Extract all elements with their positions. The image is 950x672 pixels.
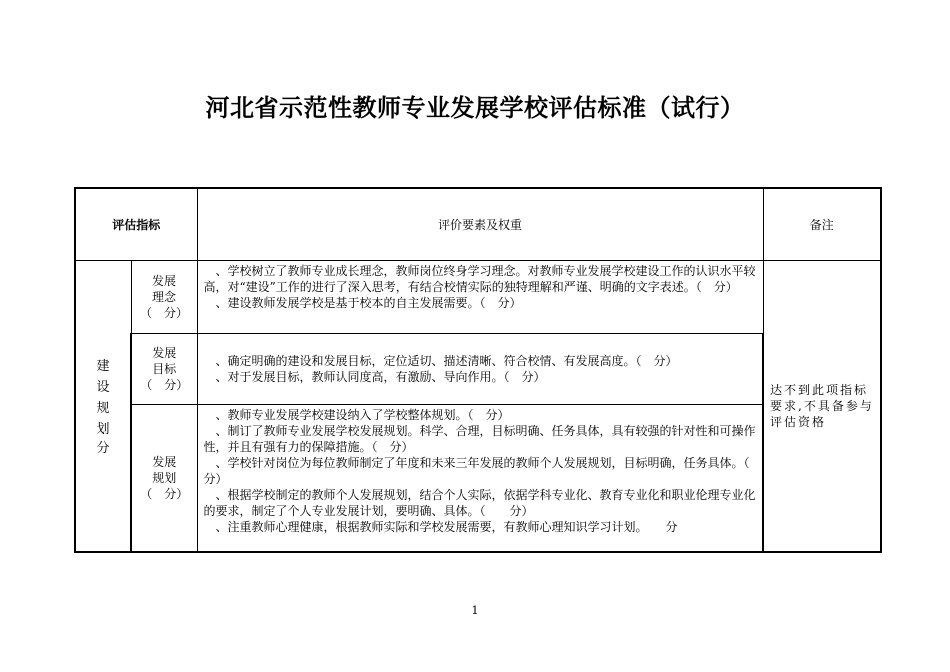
table-row [75,405,881,553]
list-item: 、制订了教师专业发展学校发展规划。科学、合理，目标明确、任务具体，具有较强的针对性和可操作性，并且有强有力的保障措施。（ 分） [203,424,756,454]
note-cell: 达不到此项指标要求,不具备参与评估资格 [763,261,881,553]
elements-cell-goal [197,334,763,405]
list-item: 、教师专业发展学校建设纳入了学校整体规划。（ 分） [215,408,510,422]
level2-score: （ 分） [140,306,189,320]
list-item: 、学校针对岗位为每位教师制定了年度和未来三年发展的教师个人发展规划，目标明确，任务具体。（ 分） [203,456,762,486]
list-item: 、注重教师心理健康，根据教师实际和学校发展需要，有教师心理知识学习计划。 分 [215,520,678,534]
level2-cell-concept [131,261,197,334]
table-row [75,334,881,405]
list-item: 、建设教师发展学校是基于校本的自主发展需要。（ 分） [215,296,522,310]
level2-label-line1: 发展 [152,346,177,360]
level1-label: 建设规划 [96,358,110,437]
level2-label-line1: 发展 [152,274,177,288]
page-number: 1 [471,604,479,617]
level2-label-line2: 规划 [152,471,177,485]
level2-score: （ 分） [140,378,189,392]
evaluation-standard-table [74,187,882,553]
level2-label-line2: 目标 [152,362,177,376]
header-elements: 评价要素及权重 [197,188,763,261]
header-indicator: 评估指标 [75,188,197,261]
header-note: 备注 [763,188,881,261]
level2-cell-plan [131,405,197,553]
level2-label-line1: 发展 [152,455,177,469]
level2-score: （ 分） [140,487,189,501]
elements-cell-plan [197,405,763,553]
page-title: 河北省示范性教师专业发展学校评估标准（试行） [205,94,745,122]
level1-cell [75,261,131,553]
table-row [75,261,881,334]
level1-score: 分 [96,440,110,456]
list-item: 、确定明确的建设和发展目标，定位适切、描述清晰、符合校情、有发展高度。（ 分） [215,354,678,368]
elements-cell-concept [197,261,763,334]
level2-label-line2: 理念 [152,290,177,304]
list-item: 、学校树立了教师专业成长理念，教师岗位终身学习理念。对教师专业发展学校建设工作的认识水平较高，对“建设”工作的进行了深入思考，有结合校情实际的独特理解和严谨、明确的文字表述。（ 分） [203,264,756,294]
level2-cell-goal [131,334,197,405]
list-item: 、根据学校制定的教师个人发展规划，结合个人实际，依据学科专业化、教育专业化和职业伦理专业化的要求，制定了个人专业发展计划，要明确、具体。（ 分） [203,488,756,518]
table-header-row [75,188,881,261]
list-item: 、对于发展目标，教师认同度高，有激励、导向作用。（ 分） [215,370,546,384]
